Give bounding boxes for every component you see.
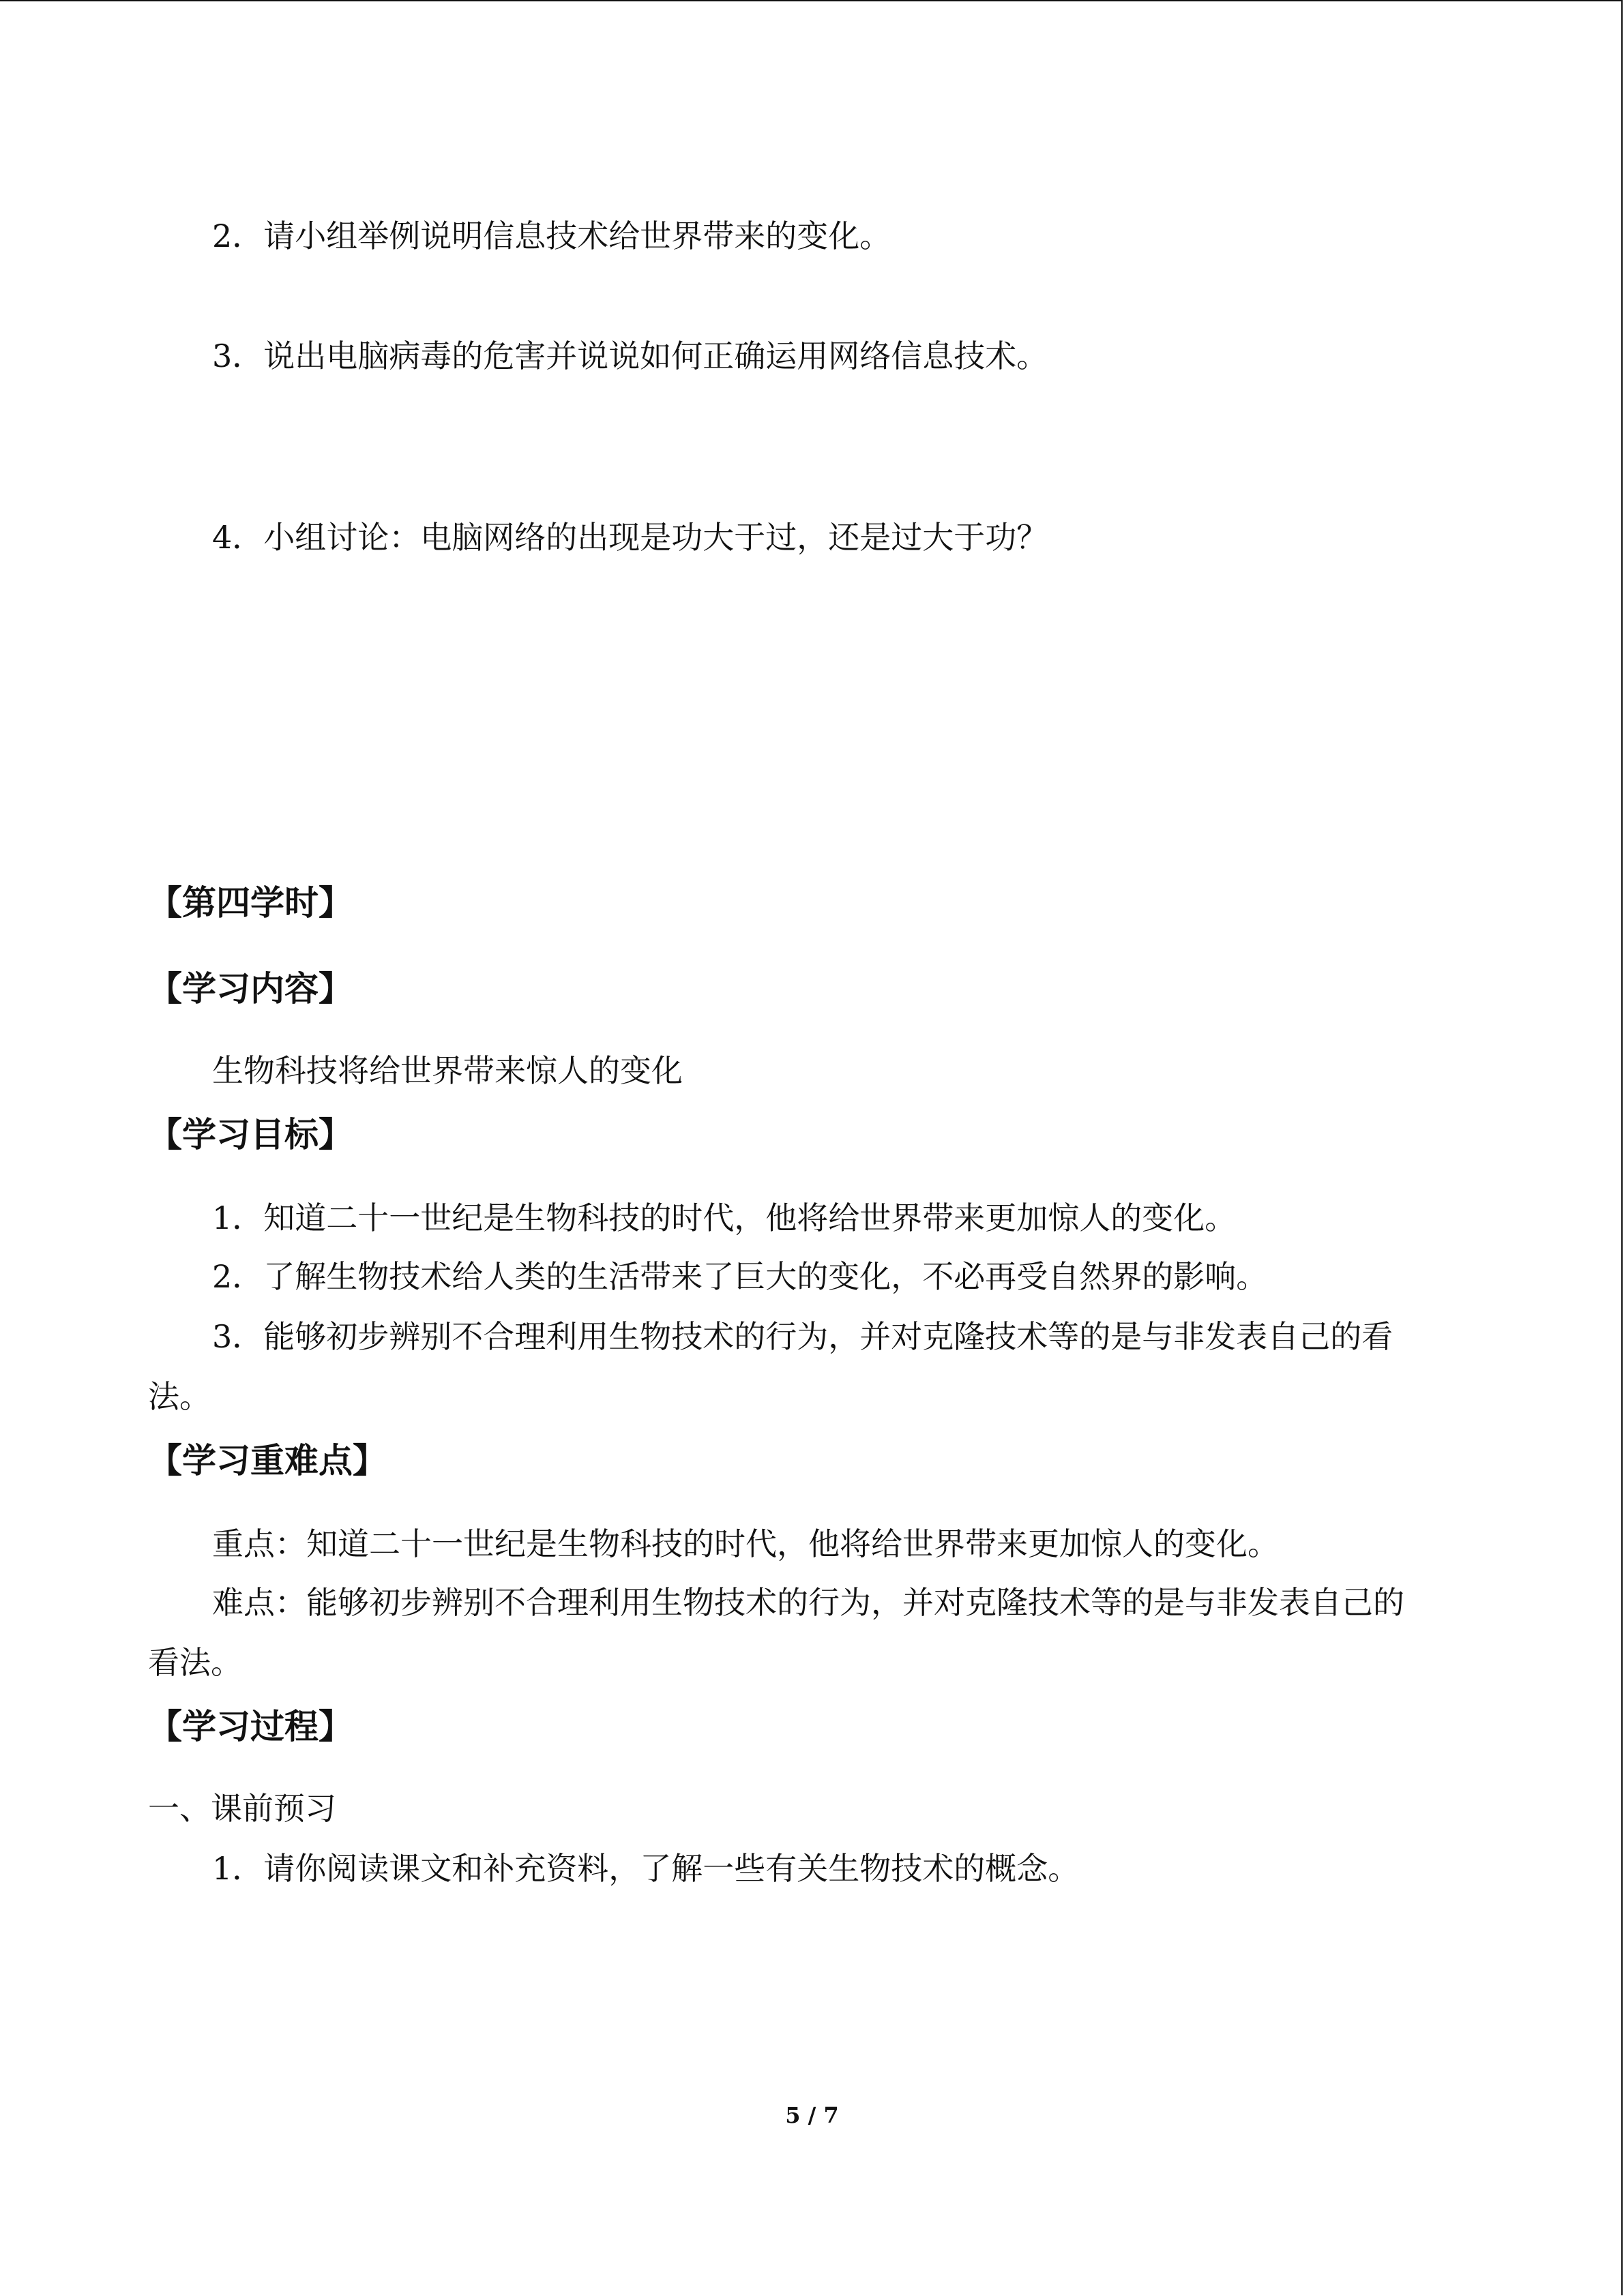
goals-heading: 【学习目标】 (148, 1114, 353, 1154)
difficulty-text-wrap: 看法。 (148, 1644, 242, 1681)
preview-heading: 一、课前预习 (148, 1790, 336, 1827)
goal-item-2: 2．了解生物技术给人类的生活带来了巨大的变化，不必再受自然界的影响。 (212, 1258, 1268, 1295)
question-item-2: 2．请小组举例说明信息技术给世界带来的变化。 (212, 218, 891, 254)
content-heading: 【学习内容】 (148, 968, 353, 1009)
process-heading: 【学习过程】 (148, 1706, 353, 1746)
question-item-3: 3．说出电脑病毒的危害并说说如何正确运用网络信息技术。 (212, 338, 1048, 374)
goal-item-1: 1．知道二十一世纪是生物科技的时代，他将给世界带来更加惊人的变化。 (212, 1199, 1237, 1236)
lesson-title: 【第四学时】 (148, 882, 353, 923)
page-number: 5 / 7 (785, 2102, 839, 2128)
key-points-heading: 【学习重难点】 (148, 1440, 387, 1480)
goal-item-3-wrap: 法。 (148, 1378, 211, 1415)
difficulty-text: 难点：能够初步辨别不合理利用生物技术的行为，并对克隆技术等的是与非发表自己的 (212, 1584, 1404, 1621)
goal-item-3: 3．能够初步辨别不合理利用生物技术的行为，并对克隆技术等的是与非发表自己的看 (212, 1318, 1393, 1355)
preview-item-1: 1．请你阅读课文和补充资料，了解一些有关生物技术的概念。 (212, 1850, 1080, 1887)
key-point-text: 重点：知道二十一世纪是生物科技的时代，他将给世界带来更加惊人的变化。 (212, 1525, 1279, 1562)
question-item-4: 4．小组讨论：电脑网络的出现是功大于过，还是过大于功？ (212, 519, 1048, 556)
content-text: 生物科技将给世界带来惊人的变化 (212, 1052, 683, 1089)
